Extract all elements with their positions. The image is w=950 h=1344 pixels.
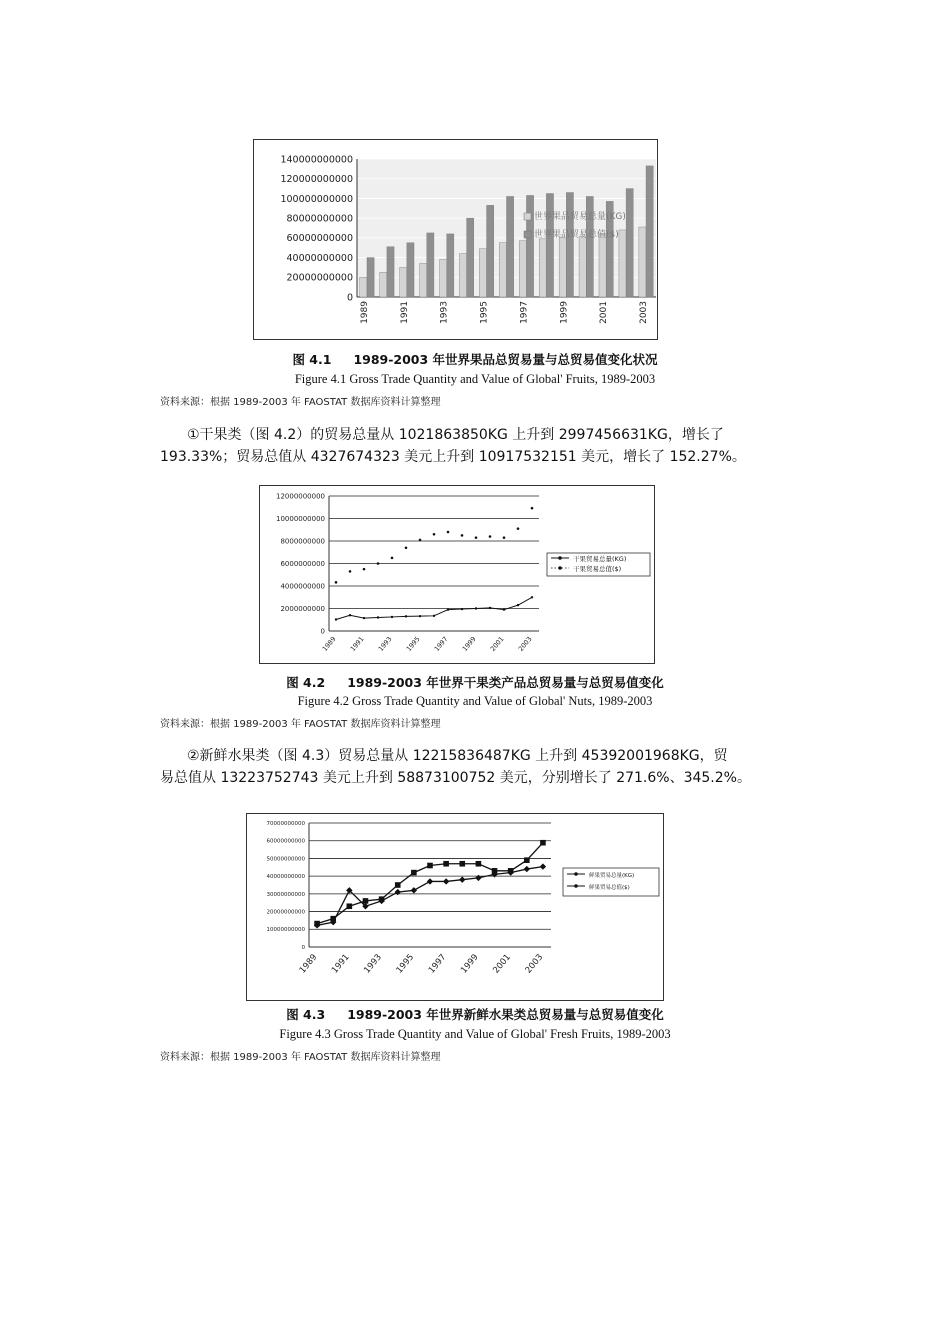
figure-4-1-title-zh: 1989-2003 年世界果品总贸易量与总贸易值变化状况 [353, 352, 658, 367]
y-tick-label: 20000000000 [286, 272, 353, 284]
data-point [314, 921, 320, 927]
x-tick-label: 1991 [348, 635, 366, 653]
data-point [531, 596, 533, 598]
bar [380, 272, 387, 297]
x-tick-label: 1999 [459, 952, 481, 976]
y-tick-label: 60000000000 [266, 838, 305, 845]
data-point [459, 876, 465, 882]
x-tick-label: 1989 [320, 635, 338, 653]
chart-fruits-svg [254, 140, 657, 339]
chart-nuts-svg [260, 486, 654, 663]
bar [367, 258, 374, 297]
data-point [330, 916, 336, 922]
legend-marker [558, 566, 562, 570]
y-tick-label: 2000000000 [280, 604, 325, 613]
bar [646, 166, 653, 297]
data-point [531, 507, 534, 510]
x-tick-label: 2001 [488, 635, 506, 653]
x-tick-label: 1997 [519, 301, 530, 324]
data-point [363, 617, 365, 619]
data-point [405, 615, 407, 617]
data-point [433, 533, 436, 536]
bar [400, 267, 407, 297]
data-point [379, 896, 385, 902]
data-point [395, 882, 401, 888]
data-point [540, 863, 546, 869]
figure-4-3-caption-en: Figure 4.3 Gross Trade Quantity and Value of Global' Fresh Fruits, 1989-2003 [279, 1027, 671, 1041]
bar [407, 243, 414, 297]
x-tick-label: 1989 [297, 952, 320, 976]
data-point [461, 608, 463, 610]
bar [420, 263, 427, 297]
data-point [411, 887, 417, 893]
data-point [377, 616, 379, 618]
data-point [489, 607, 491, 609]
data-point [475, 607, 477, 609]
bar [546, 194, 553, 298]
data-point [517, 527, 520, 530]
data-point [492, 868, 498, 874]
bar [360, 277, 367, 297]
data-point [489, 535, 492, 538]
data-point [427, 878, 433, 884]
bar [559, 238, 566, 297]
y-tick-label: 70000000000 [266, 820, 305, 827]
x-tick-label: 2001 [599, 301, 610, 324]
data-point [349, 614, 351, 616]
data-point [335, 618, 337, 620]
data-point [347, 903, 353, 909]
figure-4-1-caption-zh [0, 350, 950, 368]
data-point [363, 898, 369, 904]
bar [479, 249, 486, 297]
bar [619, 230, 626, 297]
chart-fresh-fruits [246, 813, 664, 1001]
legend-label: 鲜果贸易总量(KG) [589, 873, 635, 879]
x-tick-label: 1993 [376, 635, 394, 653]
paragraph-nuts-line-2: 193.33%；贸易总值从 4327674323 美元上升到 10917532151 美元，增长了 152.27%。 [160, 449, 746, 465]
paragraph-nuts-line-1: ①干果类（图 4.2）的贸易总量从 1021863850KG 上升到 2997456631KG，增长了 [187, 427, 724, 443]
legend-swatch [524, 213, 531, 220]
figure-4-1-source: 资料来源：根据 1989-2003 年 FAOSTAT 数据库资料计算整理 [160, 397, 441, 408]
data-point [524, 866, 530, 872]
y-tick-label: 4000000000 [280, 582, 325, 591]
y-tick-label: 120000000000 [280, 174, 353, 186]
x-tick-label: 1991 [330, 952, 352, 976]
figure-4-3-title-zh: 1989-2003 年世界新鲜水果类总贸易量与总贸易值变化 [347, 1007, 664, 1022]
data-point [517, 604, 519, 606]
paragraph-fresh [160, 745, 790, 789]
y-tick-label: 60000000000 [286, 233, 353, 245]
bar [387, 247, 394, 297]
bar [519, 241, 526, 297]
x-tick-label: 1999 [559, 301, 570, 324]
chart-fresh-fruits-svg [247, 814, 663, 1000]
legend-label: 干果贸易总量(KG) [573, 555, 627, 563]
data-point [476, 861, 482, 867]
bar [526, 195, 533, 297]
data-point [443, 878, 449, 884]
legend-label: 世界果品贸易总值($) [534, 230, 619, 240]
figure-4-1-caption-en: Figure 4.1 Gross Trade Quantity and Value of Global' Fruits, 1989-2003 [294, 372, 656, 386]
x-tick-label: 1997 [432, 635, 450, 653]
legend-marker [574, 884, 578, 888]
data-point [349, 570, 352, 573]
bar [539, 239, 546, 297]
data-point [524, 857, 530, 863]
bar [467, 218, 474, 297]
x-tick-label: 1995 [394, 952, 417, 976]
x-tick-label: 2001 [491, 952, 513, 976]
figure-4-2-title-zh: 1989-2003 年世界干果类产品总贸易量与总贸易值变化 [347, 675, 664, 690]
y-tick-label: 6000000000 [280, 559, 325, 568]
y-tick-label: 80000000000 [286, 213, 353, 225]
bar [639, 227, 646, 297]
y-tick-label: 20000000000 [266, 909, 305, 916]
y-tick-label: 40000000000 [286, 252, 353, 264]
figure-4-2-caption-zh [0, 673, 950, 691]
legend-marker [558, 556, 562, 560]
legend-label: 世界果品贸易总量(KG) [534, 212, 626, 222]
y-tick-label: 0 [320, 627, 325, 636]
figure-4-2-number: 图 4.2 [286, 675, 326, 690]
data-point [405, 546, 408, 549]
x-tick-label: 2003 [523, 952, 546, 976]
paragraph-fresh-line-2: 易总值从 13223752743 美元上升到 58873100752 美元，分别增长了 271.6%、345.2%。 [160, 770, 751, 786]
figure-4-3-number: 图 4.3 [286, 1007, 326, 1022]
bar [447, 234, 454, 297]
bar [459, 254, 466, 297]
y-tick-label: 50000000000 [266, 856, 305, 863]
y-tick-label: 10000000000 [276, 514, 325, 523]
data-point [427, 863, 433, 869]
data-point [419, 539, 422, 542]
bar [440, 260, 447, 297]
paragraph-nuts [160, 424, 790, 468]
chart-fruits [253, 139, 658, 340]
data-point [443, 861, 449, 867]
data-point [391, 616, 393, 618]
data-point [540, 840, 546, 846]
legend-label: 干果贸易总值($) [573, 565, 622, 573]
y-tick-label: 40000000000 [266, 874, 305, 881]
data-point [433, 615, 435, 617]
data-point [503, 536, 506, 539]
data-point [411, 870, 417, 876]
x-tick-label: 1991 [399, 301, 410, 324]
x-tick-label: 1993 [362, 952, 384, 976]
bar [579, 237, 586, 297]
data-point [395, 889, 401, 895]
bar [626, 189, 633, 297]
x-tick-label: 1995 [404, 635, 422, 653]
bar [427, 233, 434, 297]
figure-4-1-number: 图 4.1 [292, 352, 332, 367]
legend-marker [574, 872, 578, 876]
figure-4-2-caption-en: Figure 4.2 Gross Trade Quantity and Value of Global' Nuts, 1989-2003 [297, 694, 653, 708]
figure-4-2-source: 资料来源：根据 1989-2003 年 FAOSTAT 数据库资料计算整理 [160, 719, 441, 730]
data-point [447, 531, 450, 534]
data-point [447, 608, 449, 610]
legend-label: 鲜果贸易总值($) [589, 885, 630, 891]
y-tick-label: 0 [346, 292, 353, 304]
x-tick-label: 2003 [516, 635, 534, 653]
data-point [461, 534, 464, 537]
data-point [503, 608, 505, 610]
y-tick-label: 30000000000 [266, 891, 305, 898]
data-point [377, 562, 380, 565]
bar [507, 196, 514, 297]
figure-4-3-caption-zh [0, 1005, 950, 1023]
y-tick-label: 12000000000 [276, 492, 325, 501]
x-tick-label: 2003 [639, 301, 650, 324]
data-point [508, 868, 514, 874]
x-tick-label: 1999 [460, 635, 478, 653]
figure-4-3-source: 资料来源：根据 1989-2003 年 FAOSTAT 数据库资料计算整理 [160, 1052, 441, 1063]
y-tick-label: 100000000000 [280, 193, 353, 205]
x-tick-label: 1993 [439, 301, 450, 324]
data-point [475, 536, 478, 539]
bar [487, 205, 494, 297]
y-tick-label: 140000000000 [280, 154, 353, 166]
x-tick-label: 1997 [426, 952, 449, 976]
data-point [335, 581, 338, 584]
paragraph-fresh-line-1: ②新鲜水果类（图 4.3）贸易总量从 12215836487KG 上升到 45392001968KG，贸 [187, 748, 728, 764]
data-point [419, 615, 421, 617]
x-tick-label: 1989 [359, 301, 370, 324]
bar [599, 234, 606, 297]
bar [499, 243, 506, 297]
x-tick-label: 1995 [479, 301, 490, 324]
legend-swatch [524, 231, 531, 238]
chart-nuts [259, 485, 655, 664]
data-point [391, 557, 394, 560]
bar [566, 193, 573, 297]
data-point [363, 568, 366, 571]
data-point [459, 861, 465, 867]
y-tick-label: 8000000000 [280, 537, 325, 546]
y-tick-label: 0 [301, 944, 305, 951]
series-line [317, 867, 543, 926]
y-tick-label: 10000000000 [266, 927, 305, 934]
data-point [475, 875, 481, 881]
